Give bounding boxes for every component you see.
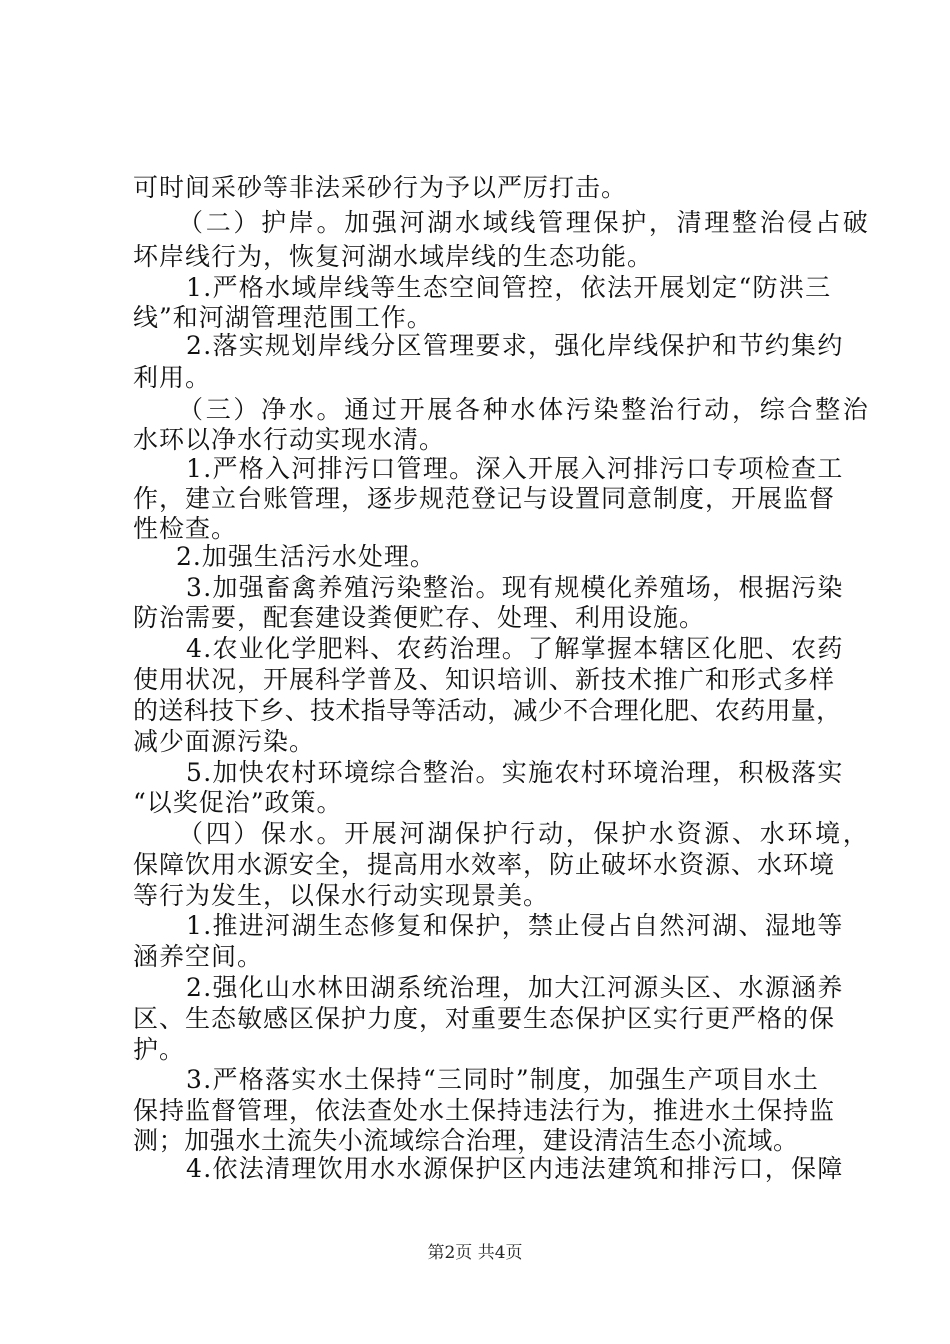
text-line: （三）净水。通过开展各种水体污染整治行动，综合整治 [178, 395, 871, 424]
text-line: （二）护岸。加强河湖水域线管理保护，清理整治侵占破 [178, 208, 871, 237]
text-line: 2.落实规划岸线分区管理要求，强化岸线保护和节约集约 [186, 331, 844, 360]
text-line: 护。 [133, 1035, 186, 1064]
text-line: 测；加强水土流失小流域综合治理，建设清洁生态小流域。 [133, 1126, 799, 1155]
text-line: 作，建立台账管理，逐步规范登记与设置同意制度，开展监督 [133, 484, 836, 513]
text-line: 3.严格落实水土保持“三同时”制度，加强生产项目水土 [186, 1065, 820, 1094]
text-line: 可时间采砂等非法采砂行为予以严厉打击。 [133, 173, 628, 202]
text-line: 使用状况，开展科学普及、知识培训、新技术推广和形式多样 [133, 665, 836, 694]
text-line: 水环以净水行动实现水清。 [133, 425, 446, 454]
text-line: 3.加强畜禽养殖污染整治。现有规模化养殖场，根据污染 [186, 573, 844, 602]
text-line: 利用。 [133, 363, 212, 392]
text-line: 性检查。 [133, 514, 238, 543]
text-line: （四）保水。开展河湖保护行动，保护水资源、水环境， [178, 819, 871, 848]
text-line: 2.强化山水林田湖系统治理，加大江河源头区、水源涵养 [186, 973, 844, 1002]
text-line: 坏岸线行为，恢复河湖水域岸线的生态功能。 [133, 242, 654, 271]
text-line: 减少面源污染。 [133, 727, 316, 756]
text-line: 防治需要，配套建设粪便贮存、处理、利用设施。 [133, 603, 706, 632]
text-line: 4.农业化学肥料、农药治理。了解掌握本辖区化肥、农药 [186, 634, 844, 663]
page-number: 第2页 共4页 [427, 1243, 523, 1263]
text-line: 1.严格水域岸线等生态空间管控，依法开展划定“防洪三 [186, 273, 832, 302]
text-line: 涵养空间。 [133, 942, 264, 971]
text-line: 线”和河湖管理范围工作。 [133, 303, 433, 332]
text-line: 的送科技下乡、技术指导等活动，减少不合理化肥、农药用量， [133, 696, 842, 725]
text-line: “以奖促治”政策。 [133, 788, 343, 817]
text-line: 保障饮用水源安全，提高用水效率，防止破坏水资源、水环境 [133, 850, 836, 879]
text-line: 保持监督管理，依法查处水土保持违法行为，推进水土保持监 [133, 1096, 836, 1125]
text-line: 5.加快农村环境综合整治。实施农村环境治理，积极落实 [186, 758, 844, 787]
text-line: 1.严格入河排污口管理。深入开展入河排污口专项检查工 [186, 454, 844, 483]
text-line: 区、生态敏感区保护力度，对重要生态保护区实行更严格的保 [133, 1004, 836, 1033]
text-line: 等行为发生，以保水行动实现景美。 [133, 881, 550, 910]
text-line: 4.依法清理饮用水水源保护区内违法建筑和排污口，保障 [186, 1154, 844, 1183]
text-line: 1.推进河湖生态修复和保护，禁止侵占自然河湖、湿地等 [186, 911, 844, 940]
page-footer [0, 1243, 950, 1263]
text-line: 2.加强生活污水处理。 [176, 542, 436, 571]
